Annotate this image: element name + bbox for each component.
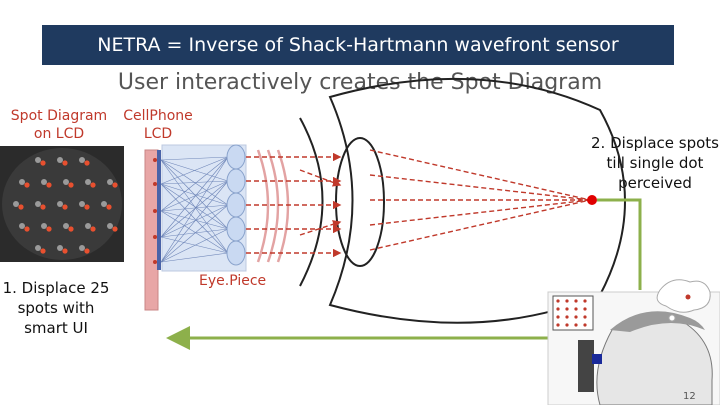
lenslet-array: [227, 145, 245, 265]
spot-grey: [19, 223, 25, 229]
inset-dot: [556, 315, 559, 318]
spot-grey: [13, 201, 19, 207]
lenslet: [227, 193, 245, 217]
eyepiece-label: Eye.Piece: [199, 273, 267, 289]
lenslet: [227, 145, 245, 169]
inset-dot: [565, 299, 568, 302]
spot-grey: [79, 245, 85, 251]
spot-red: [62, 248, 67, 253]
spot-grey: [35, 201, 41, 207]
spot-grey: [79, 201, 85, 207]
spot-red: [46, 182, 51, 187]
spot-grey: [85, 223, 91, 229]
spot-grey: [35, 157, 41, 163]
lcd-pixel-dot: [153, 235, 157, 239]
inset-dot: [565, 315, 568, 318]
inset-dot: [574, 299, 577, 302]
inset-dot: [574, 307, 577, 310]
spot-grey: [57, 201, 63, 207]
lenslet: [227, 241, 245, 265]
step2-text: 2. Displace spots till single dot perceived: [591, 134, 719, 192]
spot-grey: [63, 223, 69, 229]
eye-lens: [336, 138, 384, 266]
converging-ray: [370, 200, 590, 250]
slide-title: NETRA = Inverse of Shack-Hartmann wavefront sensor: [42, 25, 674, 65]
inset-dot: [556, 299, 559, 302]
spot-red: [18, 204, 23, 209]
spot-red: [40, 248, 45, 253]
spot-red: [40, 204, 45, 209]
device-eyepiece: [592, 354, 602, 364]
spot-grey: [101, 201, 107, 207]
spot-red: [46, 226, 51, 231]
wavefront-arc: [268, 150, 278, 262]
converging-ray: [370, 200, 590, 225]
user-illustration: [548, 280, 720, 405]
perceived-dot: [686, 295, 691, 300]
spot-grey: [41, 179, 47, 185]
thought-bubble-small: [669, 315, 675, 321]
spot-red: [24, 226, 29, 231]
spot-red: [68, 182, 73, 187]
wavefront-arc: [258, 150, 268, 262]
cellphone-lcd-label-line1: CellPhone: [123, 108, 193, 124]
spot-red: [24, 182, 29, 187]
inset-dot: [565, 323, 568, 326]
page-number: 12: [683, 391, 696, 402]
spot-red: [62, 204, 67, 209]
inset-dot: [574, 323, 577, 326]
spot-diagram-label-line2: on LCD: [33, 126, 85, 142]
spot-red: [112, 182, 117, 187]
spot-red: [112, 226, 117, 231]
focal-spot: [587, 195, 597, 205]
inset-dot: [556, 323, 559, 326]
spot-red: [106, 204, 111, 209]
lenslet: [227, 217, 245, 241]
inset-dot: [565, 307, 568, 310]
lcd-pixel-dot: [153, 158, 157, 162]
spot-red: [62, 160, 67, 165]
spot-grey: [107, 179, 113, 185]
spot-red: [84, 248, 89, 253]
spot-grey: [79, 157, 85, 163]
wavefront-arcs: [258, 150, 288, 262]
converging-ray: [370, 150, 590, 200]
spot-diagram-screen: [0, 146, 124, 262]
lcd-pixel-dot: [153, 182, 157, 186]
inset-dot: [583, 299, 586, 302]
lcd-edge: [157, 150, 161, 270]
cellphone-lcd-bar: [145, 150, 158, 310]
spot-grey: [63, 179, 69, 185]
spot-red: [84, 204, 89, 209]
lcd-pixel-dot: [153, 209, 157, 213]
spot-diagram-label-line1: Spot Diagram: [10, 108, 108, 124]
inset-dot: [583, 323, 586, 326]
inset-dot: [583, 307, 586, 310]
spot-grey: [107, 223, 113, 229]
wavefront-arc: [278, 150, 288, 262]
slide-subtitle: User interactively creates the Spot Diagram: [117, 70, 603, 95]
spot-grey: [35, 245, 41, 251]
inset-dot: [583, 315, 586, 318]
spot-red: [90, 226, 95, 231]
spot-red: [40, 160, 45, 165]
inset-dot: [574, 315, 577, 318]
spot-red: [90, 182, 95, 187]
inset-dot: [556, 307, 559, 310]
cellphone-lcd-label-line2: LCD: [143, 126, 173, 142]
step1-text: 1. Displace 25 spots with smart UI: [2, 279, 110, 337]
rays-to-retina: [246, 150, 590, 253]
spot-grey: [19, 179, 25, 185]
spot-grey: [85, 179, 91, 185]
spot-grey: [57, 245, 63, 251]
lcd-pixel-dot: [153, 260, 157, 264]
handheld-device: [578, 340, 594, 392]
converging-ray: [370, 175, 590, 200]
eye-model: [300, 79, 625, 323]
spot-red: [84, 160, 89, 165]
spot-grey: [57, 157, 63, 163]
cornea-arc: [300, 118, 323, 286]
spot-red: [68, 226, 73, 231]
spot-grey: [41, 223, 47, 229]
lenslet: [227, 169, 245, 193]
